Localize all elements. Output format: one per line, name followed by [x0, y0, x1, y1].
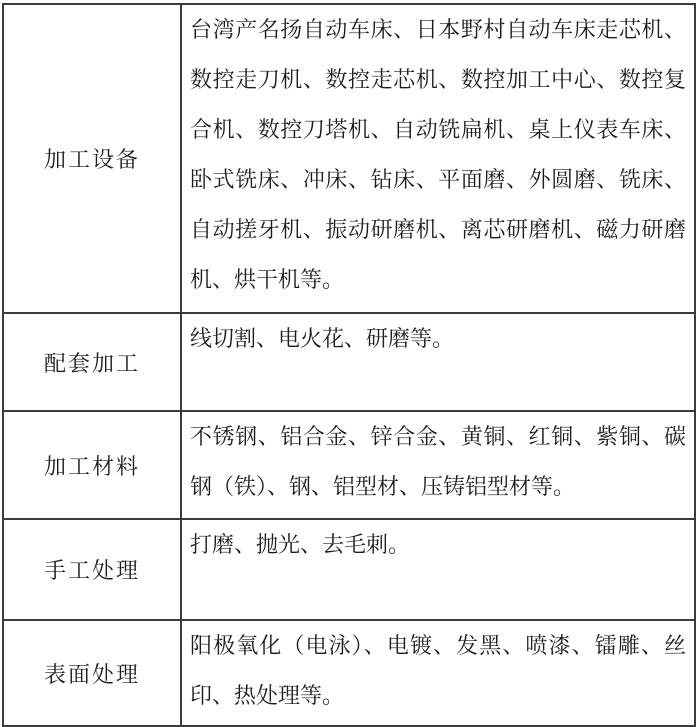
table-row	[3, 620, 695, 726]
row-label: 加工材料	[3, 411, 181, 519]
row-label: 表面处理	[3, 620, 181, 726]
row-content: 阳极氧化（电泳）、电镀、发黑、喷漆、镭雕、丝印、热处理等。	[181, 620, 695, 726]
row-content: 线切割、电火花、研磨等。	[181, 313, 695, 411]
table-row	[3, 4, 695, 313]
row-label: 手工处理	[3, 519, 181, 620]
specs-table	[2, 3, 696, 727]
row-content: 打磨、抛光、去毛刺。	[181, 519, 695, 620]
table-row	[3, 519, 695, 620]
row-label: 加工设备	[3, 4, 181, 313]
row-content: 台湾产名扬自动车床、日本野村自动车床走芯机、数控走刀机、数控走芯机、数控加工中心、数控复合机、数控刀塔机、自动铣扁机、桌上仪表车床、卧式铣床、冲床、钻床、平面磨、外圆磨、铣床、自动搓牙机、振动研磨机、离芯研磨机、磁力研磨机、烘干机等。	[181, 4, 695, 313]
row-label: 配套加工	[3, 313, 181, 411]
row-content: 不锈钢、铝合金、锌合金、黄铜、红铜、紫铜、碳钢（铁）、钢、铝型材、压铸铝型材等。	[181, 411, 695, 519]
table-row	[3, 313, 695, 411]
table-row	[3, 411, 695, 519]
